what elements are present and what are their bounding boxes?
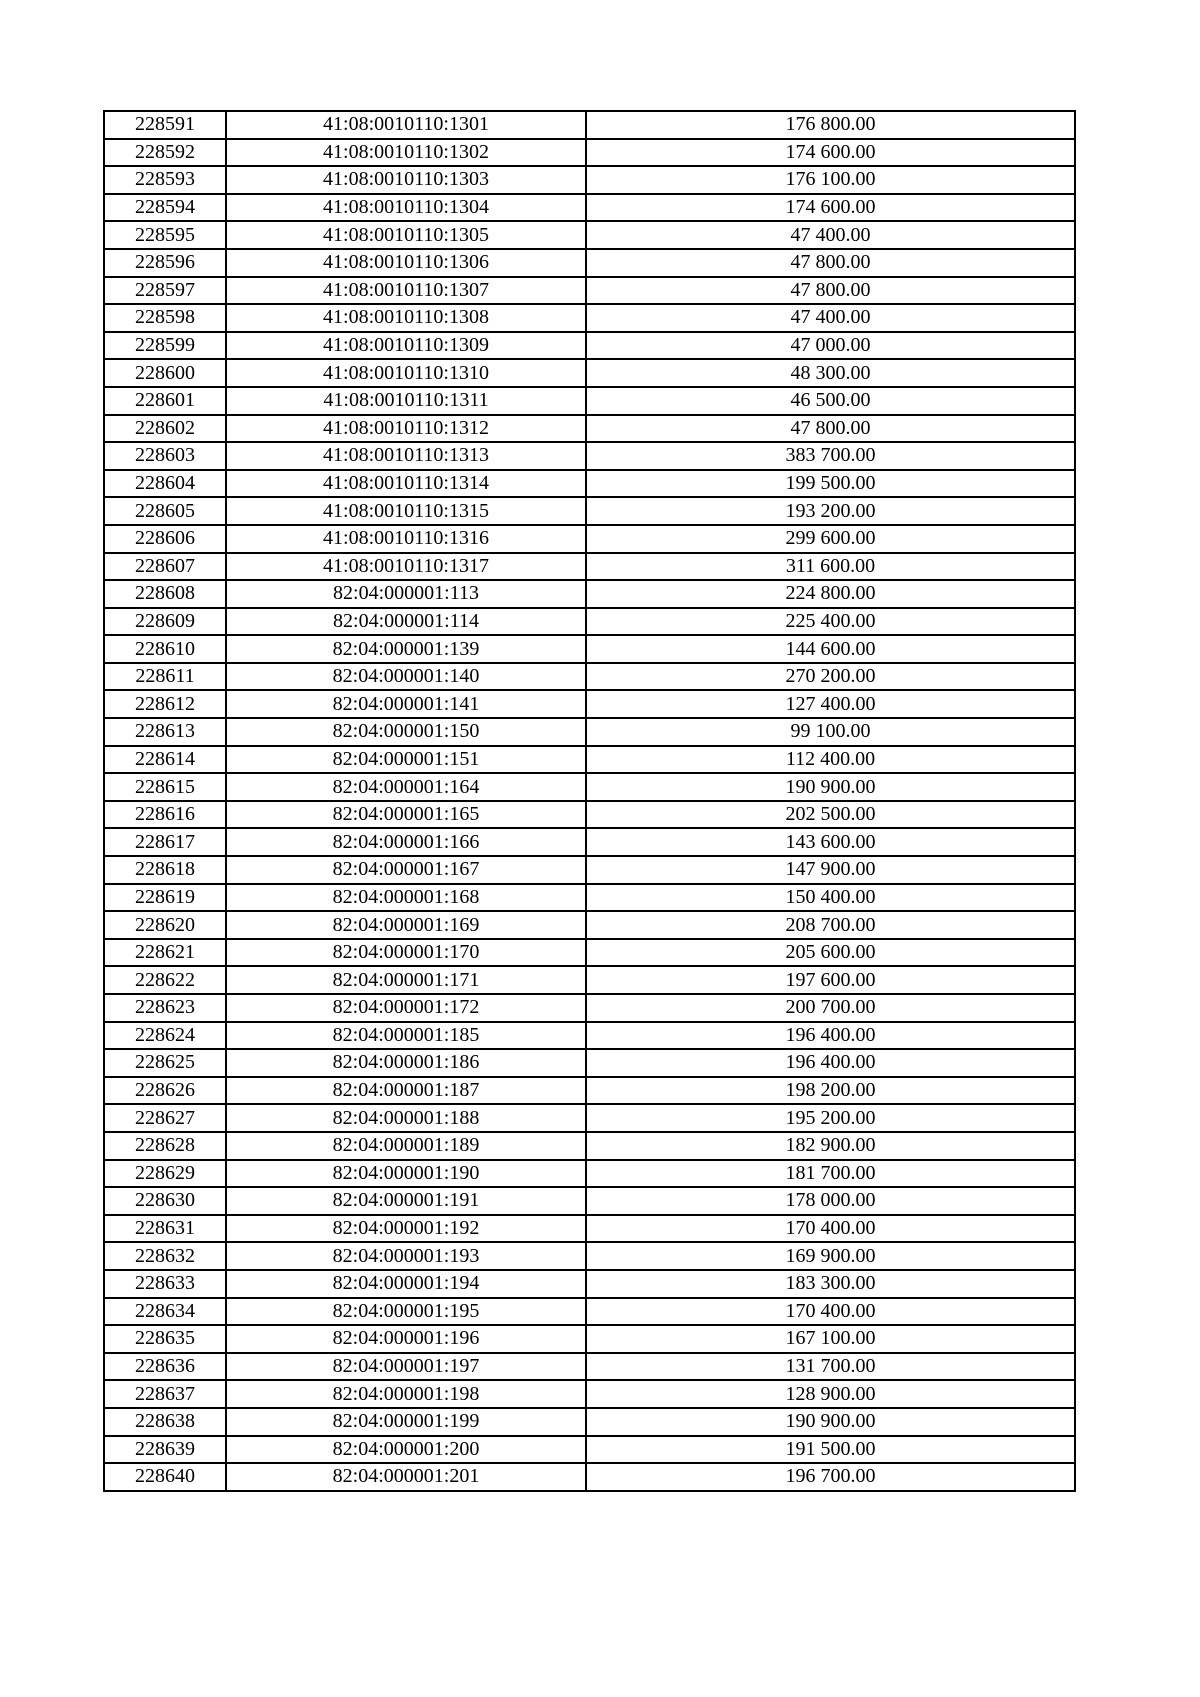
cadastral-value-cell: 196 400.00 — [586, 1022, 1075, 1050]
row-number-cell: 228612 — [104, 690, 226, 718]
row-number-cell: 228640 — [104, 1463, 226, 1491]
cadastral-number-cell: 82:04:000001:168 — [226, 884, 586, 912]
row-number-cell: 228599 — [104, 332, 226, 360]
row-number-cell: 228628 — [104, 1132, 226, 1160]
row-number-cell: 228627 — [104, 1104, 226, 1132]
table-row — [104, 856, 1075, 884]
table-row — [104, 580, 1075, 608]
row-number-cell: 228638 — [104, 1408, 226, 1436]
table-row — [104, 1215, 1075, 1243]
row-number-cell: 228610 — [104, 635, 226, 663]
table-row — [104, 497, 1075, 525]
cadastral-value-cell: 112 400.00 — [586, 746, 1075, 774]
table-row — [104, 194, 1075, 222]
cadastral-number-cell: 41:08:0010110:1317 — [226, 553, 586, 581]
cadastral-number-cell: 41:08:0010110:1315 — [226, 497, 586, 525]
cadastral-number-cell: 82:04:000001:165 — [226, 801, 586, 829]
row-number-cell: 228620 — [104, 911, 226, 939]
cadastral-value-cell: 224 800.00 — [586, 580, 1075, 608]
row-number-cell: 228636 — [104, 1353, 226, 1381]
cadastral-value-cell: 174 600.00 — [586, 194, 1075, 222]
table-row — [104, 553, 1075, 581]
cadastral-number-cell: 82:04:000001:197 — [226, 1353, 586, 1381]
table-row — [104, 1077, 1075, 1105]
cadastral-value-cell: 47 800.00 — [586, 249, 1075, 277]
row-number-cell: 228635 — [104, 1325, 226, 1353]
cadastral-number-cell: 82:04:000001:140 — [226, 663, 586, 691]
cadastral-number-cell: 82:04:000001:200 — [226, 1436, 586, 1464]
row-number-cell: 228630 — [104, 1187, 226, 1215]
cadastral-number-cell: 82:04:000001:187 — [226, 1077, 586, 1105]
cadastral-number-cell: 41:08:0010110:1301 — [226, 111, 586, 139]
cadastral-number-cell: 82:04:000001:198 — [226, 1380, 586, 1408]
row-number-cell: 228615 — [104, 773, 226, 801]
row-number-cell: 228633 — [104, 1270, 226, 1298]
cadastral-value-cell: 205 600.00 — [586, 939, 1075, 967]
row-number-cell: 228614 — [104, 746, 226, 774]
table-row — [104, 470, 1075, 498]
cadastral-value-cell: 143 600.00 — [586, 828, 1075, 856]
row-number-cell: 228598 — [104, 304, 226, 332]
cadastral-number-cell: 82:04:000001:171 — [226, 966, 586, 994]
cadastral-number-cell: 82:04:000001:150 — [226, 718, 586, 746]
table-row — [104, 387, 1075, 415]
cadastral-number-cell: 82:04:000001:139 — [226, 635, 586, 663]
cadastral-number-cell: 82:04:000001:193 — [226, 1242, 586, 1270]
cadastral-value-cell: 170 400.00 — [586, 1215, 1075, 1243]
table-row — [104, 1463, 1075, 1491]
cadastral-value-cell: 200 700.00 — [586, 994, 1075, 1022]
row-number-cell: 228604 — [104, 470, 226, 498]
row-number-cell: 228593 — [104, 166, 226, 194]
table-row — [104, 994, 1075, 1022]
cadastral-value-cell: 196 700.00 — [586, 1463, 1075, 1491]
cadastral-value-cell: 167 100.00 — [586, 1325, 1075, 1353]
cadastral-value-cell: 181 700.00 — [586, 1160, 1075, 1188]
cadastral-value-cell: 170 400.00 — [586, 1298, 1075, 1326]
row-number-cell: 228622 — [104, 966, 226, 994]
row-number-cell: 228605 — [104, 497, 226, 525]
table-row — [104, 1242, 1075, 1270]
cadastral-number-cell: 82:04:000001:114 — [226, 608, 586, 636]
cadastral-number-cell: 41:08:0010110:1302 — [226, 139, 586, 167]
cadastral-value-cell: 147 900.00 — [586, 856, 1075, 884]
table-row — [104, 828, 1075, 856]
table-row — [104, 415, 1075, 443]
cadastral-value-cell: 48 300.00 — [586, 359, 1075, 387]
row-number-cell: 228634 — [104, 1298, 226, 1326]
cadastral-number-cell: 82:04:000001:169 — [226, 911, 586, 939]
table-row — [104, 332, 1075, 360]
cadastral-value-cell: 46 500.00 — [586, 387, 1075, 415]
cadastral-number-cell: 82:04:000001:201 — [226, 1463, 586, 1491]
row-number-cell: 228621 — [104, 939, 226, 967]
cadastral-value-cell: 190 900.00 — [586, 773, 1075, 801]
cadastral-value-cell: 196 400.00 — [586, 1049, 1075, 1077]
cadastral-value-cell: 182 900.00 — [586, 1132, 1075, 1160]
cadastral-value-cell: 193 200.00 — [586, 497, 1075, 525]
cadastral-number-cell: 41:08:0010110:1316 — [226, 525, 586, 553]
row-number-cell: 228629 — [104, 1160, 226, 1188]
cadastral-number-cell: 41:08:0010110:1312 — [226, 415, 586, 443]
cadastral-value-cell: 127 400.00 — [586, 690, 1075, 718]
table-row — [104, 746, 1075, 774]
table-row — [104, 1325, 1075, 1353]
row-number-cell: 228600 — [104, 359, 226, 387]
row-number-cell: 228608 — [104, 580, 226, 608]
cadastral-number-cell: 82:04:000001:188 — [226, 1104, 586, 1132]
row-number-cell: 228606 — [104, 525, 226, 553]
row-number-cell: 228632 — [104, 1242, 226, 1270]
row-number-cell: 228601 — [104, 387, 226, 415]
table-body — [104, 111, 1075, 1491]
cadastral-number-cell: 41:08:0010110:1309 — [226, 332, 586, 360]
cadastral-number-cell: 82:04:000001:166 — [226, 828, 586, 856]
table-row — [104, 1270, 1075, 1298]
cadastral-value-cell: 183 300.00 — [586, 1270, 1075, 1298]
cadastral-value-cell: 208 700.00 — [586, 911, 1075, 939]
table-row — [104, 1408, 1075, 1436]
row-number-cell: 228597 — [104, 277, 226, 305]
cadastral-number-cell: 82:04:000001:185 — [226, 1022, 586, 1050]
row-number-cell: 228623 — [104, 994, 226, 1022]
row-number-cell: 228618 — [104, 856, 226, 884]
cadastral-value-table — [103, 110, 1076, 1492]
cadastral-value-cell: 47 800.00 — [586, 277, 1075, 305]
row-number-cell: 228611 — [104, 663, 226, 691]
cadastral-value-cell: 144 600.00 — [586, 635, 1075, 663]
cadastral-number-cell: 82:04:000001:199 — [226, 1408, 586, 1436]
cadastral-value-cell: 47 800.00 — [586, 415, 1075, 443]
cadastral-value-cell: 131 700.00 — [586, 1353, 1075, 1381]
cadastral-number-cell: 41:08:0010110:1308 — [226, 304, 586, 332]
cadastral-number-cell: 41:08:0010110:1306 — [226, 249, 586, 277]
cadastral-value-cell: 225 400.00 — [586, 608, 1075, 636]
row-number-cell: 228607 — [104, 553, 226, 581]
cadastral-number-cell: 41:08:0010110:1314 — [226, 470, 586, 498]
cadastral-number-cell: 82:04:000001:195 — [226, 1298, 586, 1326]
cadastral-value-cell: 383 700.00 — [586, 442, 1075, 470]
row-number-cell: 228591 — [104, 111, 226, 139]
cadastral-value-cell: 47 400.00 — [586, 221, 1075, 249]
table-row — [104, 277, 1075, 305]
cadastral-value-cell: 47 400.00 — [586, 304, 1075, 332]
cadastral-number-cell: 82:04:000001:164 — [226, 773, 586, 801]
cadastral-value-cell: 199 500.00 — [586, 470, 1075, 498]
row-number-cell: 228603 — [104, 442, 226, 470]
table-row — [104, 221, 1075, 249]
cadastral-number-cell: 41:08:0010110:1310 — [226, 359, 586, 387]
row-number-cell: 228625 — [104, 1049, 226, 1077]
row-number-cell: 228617 — [104, 828, 226, 856]
cadastral-value-cell: 191 500.00 — [586, 1436, 1075, 1464]
cadastral-value-cell: 128 900.00 — [586, 1380, 1075, 1408]
row-number-cell: 228596 — [104, 249, 226, 277]
cadastral-number-cell: 82:04:000001:189 — [226, 1132, 586, 1160]
table-row — [104, 1187, 1075, 1215]
row-number-cell: 228594 — [104, 194, 226, 222]
cadastral-value-cell: 311 600.00 — [586, 553, 1075, 581]
cadastral-number-cell: 41:08:0010110:1307 — [226, 277, 586, 305]
cadastral-number-cell: 82:04:000001:172 — [226, 994, 586, 1022]
table-row — [104, 525, 1075, 553]
cadastral-value-cell: 150 400.00 — [586, 884, 1075, 912]
cadastral-value-cell: 47 000.00 — [586, 332, 1075, 360]
cadastral-number-cell: 82:04:000001:192 — [226, 1215, 586, 1243]
cadastral-value-cell: 178 000.00 — [586, 1187, 1075, 1215]
table-row — [104, 939, 1075, 967]
table-row — [104, 663, 1075, 691]
table-row — [104, 884, 1075, 912]
cadastral-number-cell: 82:04:000001:196 — [226, 1325, 586, 1353]
row-number-cell: 228609 — [104, 608, 226, 636]
table-row — [104, 1132, 1075, 1160]
cadastral-value-cell: 195 200.00 — [586, 1104, 1075, 1132]
table-row — [104, 1298, 1075, 1326]
table-row — [104, 111, 1075, 139]
row-number-cell: 228631 — [104, 1215, 226, 1243]
cadastral-number-cell: 41:08:0010110:1304 — [226, 194, 586, 222]
row-number-cell: 228616 — [104, 801, 226, 829]
cadastral-value-cell: 176 800.00 — [586, 111, 1075, 139]
cadastral-value-cell: 299 600.00 — [586, 525, 1075, 553]
table-row — [104, 718, 1075, 746]
cadastral-value-cell: 99 100.00 — [586, 718, 1075, 746]
table-row — [104, 1022, 1075, 1050]
cadastral-number-cell: 82:04:000001:186 — [226, 1049, 586, 1077]
cadastral-value-cell: 176 100.00 — [586, 166, 1075, 194]
cadastral-number-cell: 41:08:0010110:1305 — [226, 221, 586, 249]
cadastral-number-cell: 82:04:000001:170 — [226, 939, 586, 967]
table-row — [104, 773, 1075, 801]
cadastral-value-cell: 197 600.00 — [586, 966, 1075, 994]
cadastral-number-cell: 41:08:0010110:1311 — [226, 387, 586, 415]
row-number-cell: 228624 — [104, 1022, 226, 1050]
cadastral-number-cell: 41:08:0010110:1303 — [226, 166, 586, 194]
table-row — [104, 1160, 1075, 1188]
table-row — [104, 608, 1075, 636]
row-number-cell: 228626 — [104, 1077, 226, 1105]
cadastral-value-cell: 198 200.00 — [586, 1077, 1075, 1105]
cadastral-value-cell: 174 600.00 — [586, 139, 1075, 167]
cadastral-value-cell: 270 200.00 — [586, 663, 1075, 691]
table-row — [104, 166, 1075, 194]
table-row — [104, 690, 1075, 718]
table-row — [104, 1049, 1075, 1077]
row-number-cell: 228613 — [104, 718, 226, 746]
row-number-cell: 228595 — [104, 221, 226, 249]
table-row — [104, 635, 1075, 663]
table-row — [104, 359, 1075, 387]
table-row — [104, 911, 1075, 939]
cadastral-value-cell: 190 900.00 — [586, 1408, 1075, 1436]
cadastral-number-cell: 82:04:000001:194 — [226, 1270, 586, 1298]
table-row — [104, 304, 1075, 332]
cadastral-value-cell: 202 500.00 — [586, 801, 1075, 829]
table-row — [104, 1436, 1075, 1464]
row-number-cell: 228637 — [104, 1380, 226, 1408]
table-row — [104, 966, 1075, 994]
cadastral-value-cell: 169 900.00 — [586, 1242, 1075, 1270]
table-row — [104, 249, 1075, 277]
cadastral-number-cell: 82:04:000001:141 — [226, 690, 586, 718]
table-row — [104, 1353, 1075, 1381]
table-row — [104, 1380, 1075, 1408]
row-number-cell: 228619 — [104, 884, 226, 912]
cadastral-number-cell: 82:04:000001:190 — [226, 1160, 586, 1188]
table-row — [104, 139, 1075, 167]
cadastral-number-cell: 82:04:000001:151 — [226, 746, 586, 774]
row-number-cell: 228639 — [104, 1436, 226, 1464]
cadastral-number-cell: 41:08:0010110:1313 — [226, 442, 586, 470]
row-number-cell: 228602 — [104, 415, 226, 443]
cadastral-number-cell: 82:04:000001:167 — [226, 856, 586, 884]
row-number-cell: 228592 — [104, 139, 226, 167]
table-row — [104, 801, 1075, 829]
table-row — [104, 442, 1075, 470]
cadastral-number-cell: 82:04:000001:113 — [226, 580, 586, 608]
cadastral-number-cell: 82:04:000001:191 — [226, 1187, 586, 1215]
table-row — [104, 1104, 1075, 1132]
